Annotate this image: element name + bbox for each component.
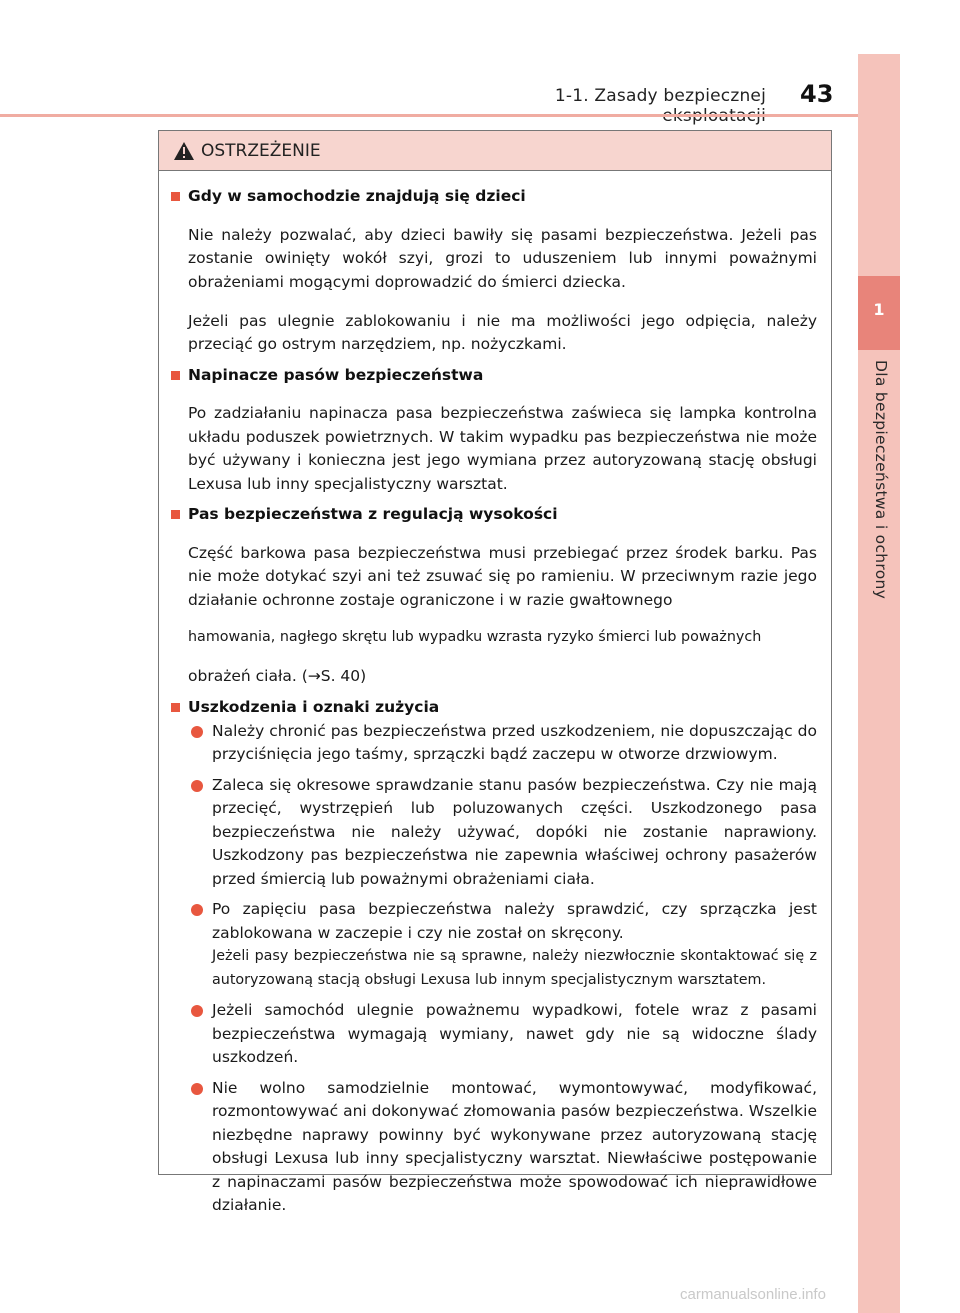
circle-bullet-icon (191, 726, 203, 738)
square-bullet-icon (171, 192, 180, 201)
section-pretensioners (171, 364, 817, 497)
square-bullet-icon (171, 510, 180, 519)
circle-bullet-icon (191, 1005, 203, 1017)
section-height-adjustment (171, 503, 817, 689)
running-header-title: 1-1. Zasady bezpiecznej (554, 86, 766, 106)
paragraph: Po zadziałaniu napinacza pasa bezpieczeństwa zaświeca się lampka kontrolna układu poduszek powietrznych. W takim wypadku pas bezpieczeństwa nie może być używany i konieczna jest jego wymiana przez autoryzowaną stację obsługi Lexusa lub inny specjalistyczny warsztat. (188, 404, 817, 493)
header-divider (0, 114, 858, 117)
list-item (191, 774, 817, 892)
circle-bullet-icon (191, 1083, 203, 1095)
bullet-text: Jeżeli pasy bezpieczeństwa nie są sprawne, należy niezwłocznie skontaktować się z autoryzowaną stacją obsługi Lexusa lub innym specjalistycznym warsztatem. (212, 948, 817, 988)
square-bullet-icon (171, 371, 180, 380)
section-damage-wear (171, 696, 817, 1218)
list-item (191, 720, 817, 767)
watermark: carmanualsonline.info (680, 1286, 826, 1303)
paragraph: hamowania, nagłego skrętu lub wypadku wzrasta ryzyko śmierci lub poważnych (188, 629, 762, 646)
warning-box (158, 130, 832, 1215)
bullet-text: Należy chronić pas bezpieczeństwa przed uszkodzeniem, nie dopuszczając do przyciśnięcia jego taśmy, sprzączki bądź zaczepu w otworze drzwiowym. (212, 721, 817, 764)
warning-triangle-icon (173, 141, 195, 161)
section-children (171, 185, 817, 357)
page-number: 43 (800, 80, 834, 108)
warning-header (159, 131, 831, 171)
chapter-label: Dla bezpieczeństwa i ochrony (872, 360, 890, 600)
list-item (191, 999, 817, 1070)
chapter-side-tab (858, 54, 900, 1313)
section-heading: Uszkodzenia i oznaki zużycia (188, 697, 440, 716)
chapter-number: 1 (873, 300, 885, 319)
section-heading: Pas bezpieczeństwa z regulacją wysokości (188, 505, 558, 523)
bullet-text: Nie wolno samodzielnie montować, wymontowywać, modyfikować, rozmontowywać ani dokonywać złomowania pasów bezpieczeństwa. Wszelkie niezbędne naprawy powinny być wykonywane przez autoryzowaną stację obsługi Lexusa lub inny specjalistyczny warsztat. Niewłaściwe postępowanie z napinaczami pasów bezpieczeństwa może spowodować ich nieprawidłowe działanie. (212, 1078, 817, 1215)
bullet-text: Jeżeli samochód ulegnie poważnemu wypadkowi, fotele wraz z pasami bezpieczeństwa wymagają wymiany, nawet gdy nie są widoczne ślady uszkodzeń. (212, 1001, 817, 1067)
square-bullet-icon (171, 703, 180, 712)
warning-title: OSTRZEŻENIE (201, 140, 321, 161)
section-heading: Napinacze pasów bezpieczeństwa (188, 365, 484, 384)
list-item (191, 1077, 817, 1218)
bullet-text: Po zapięciu pasa bezpieczeństwa należy sprawdzić, czy sprzączka jest zablokowana w zaczepie i czy nie został on skręcony. (212, 900, 817, 942)
warning-body (159, 171, 831, 1218)
bullet-text: Zaleca się okresowe sprawdzanie stanu pasów bezpieczeństwa. Czy nie mają przecięć, wystrzępień lub poluzowanych części. Uszkodzonego pasa bezpieczeństwa nie należy używać, dopóki nie zostanie naprawiony. Uszkodzony pas bezpieczeństwa nie zapewnia właściwej ochrony pasażerów przed śmiercią lub poważnymi obrażeniami ciała. (212, 775, 817, 888)
paragraph: Jeżeli pas ulegnie zablokowaniu i nie ma możliwości jego odpięcia, należy przeciąć go ostrym narzędziem, np. nożyczkami. (188, 311, 817, 353)
section-heading: Gdy w samochodzie znajdują się dzieci (188, 187, 526, 205)
circle-bullet-icon (191, 904, 203, 916)
list-item (191, 898, 817, 992)
paragraph-page-reference: obrażeń ciała. (→S. 40) (188, 667, 367, 686)
circle-bullet-icon (191, 780, 203, 792)
paragraph: Nie należy pozwalać, aby dzieci bawiły się pasami bezpieczeństwa. Jeżeli pas zostanie owinięty wokół szyi, grozi to uduszeniem lub innymi poważnymi obrażeniami mogącymi doprowadzić do śmierci dziecka. (188, 225, 817, 291)
paragraph: Część barkowa pasa bezpieczeństwa musi przebiegać przez środek barku. Pas nie może dotykać szyi ani też zsuwać się po ramieniu. W przeciwnym razie jego działanie ochronne zostaje ograniczone i w razie gwałtownego (188, 543, 817, 609)
